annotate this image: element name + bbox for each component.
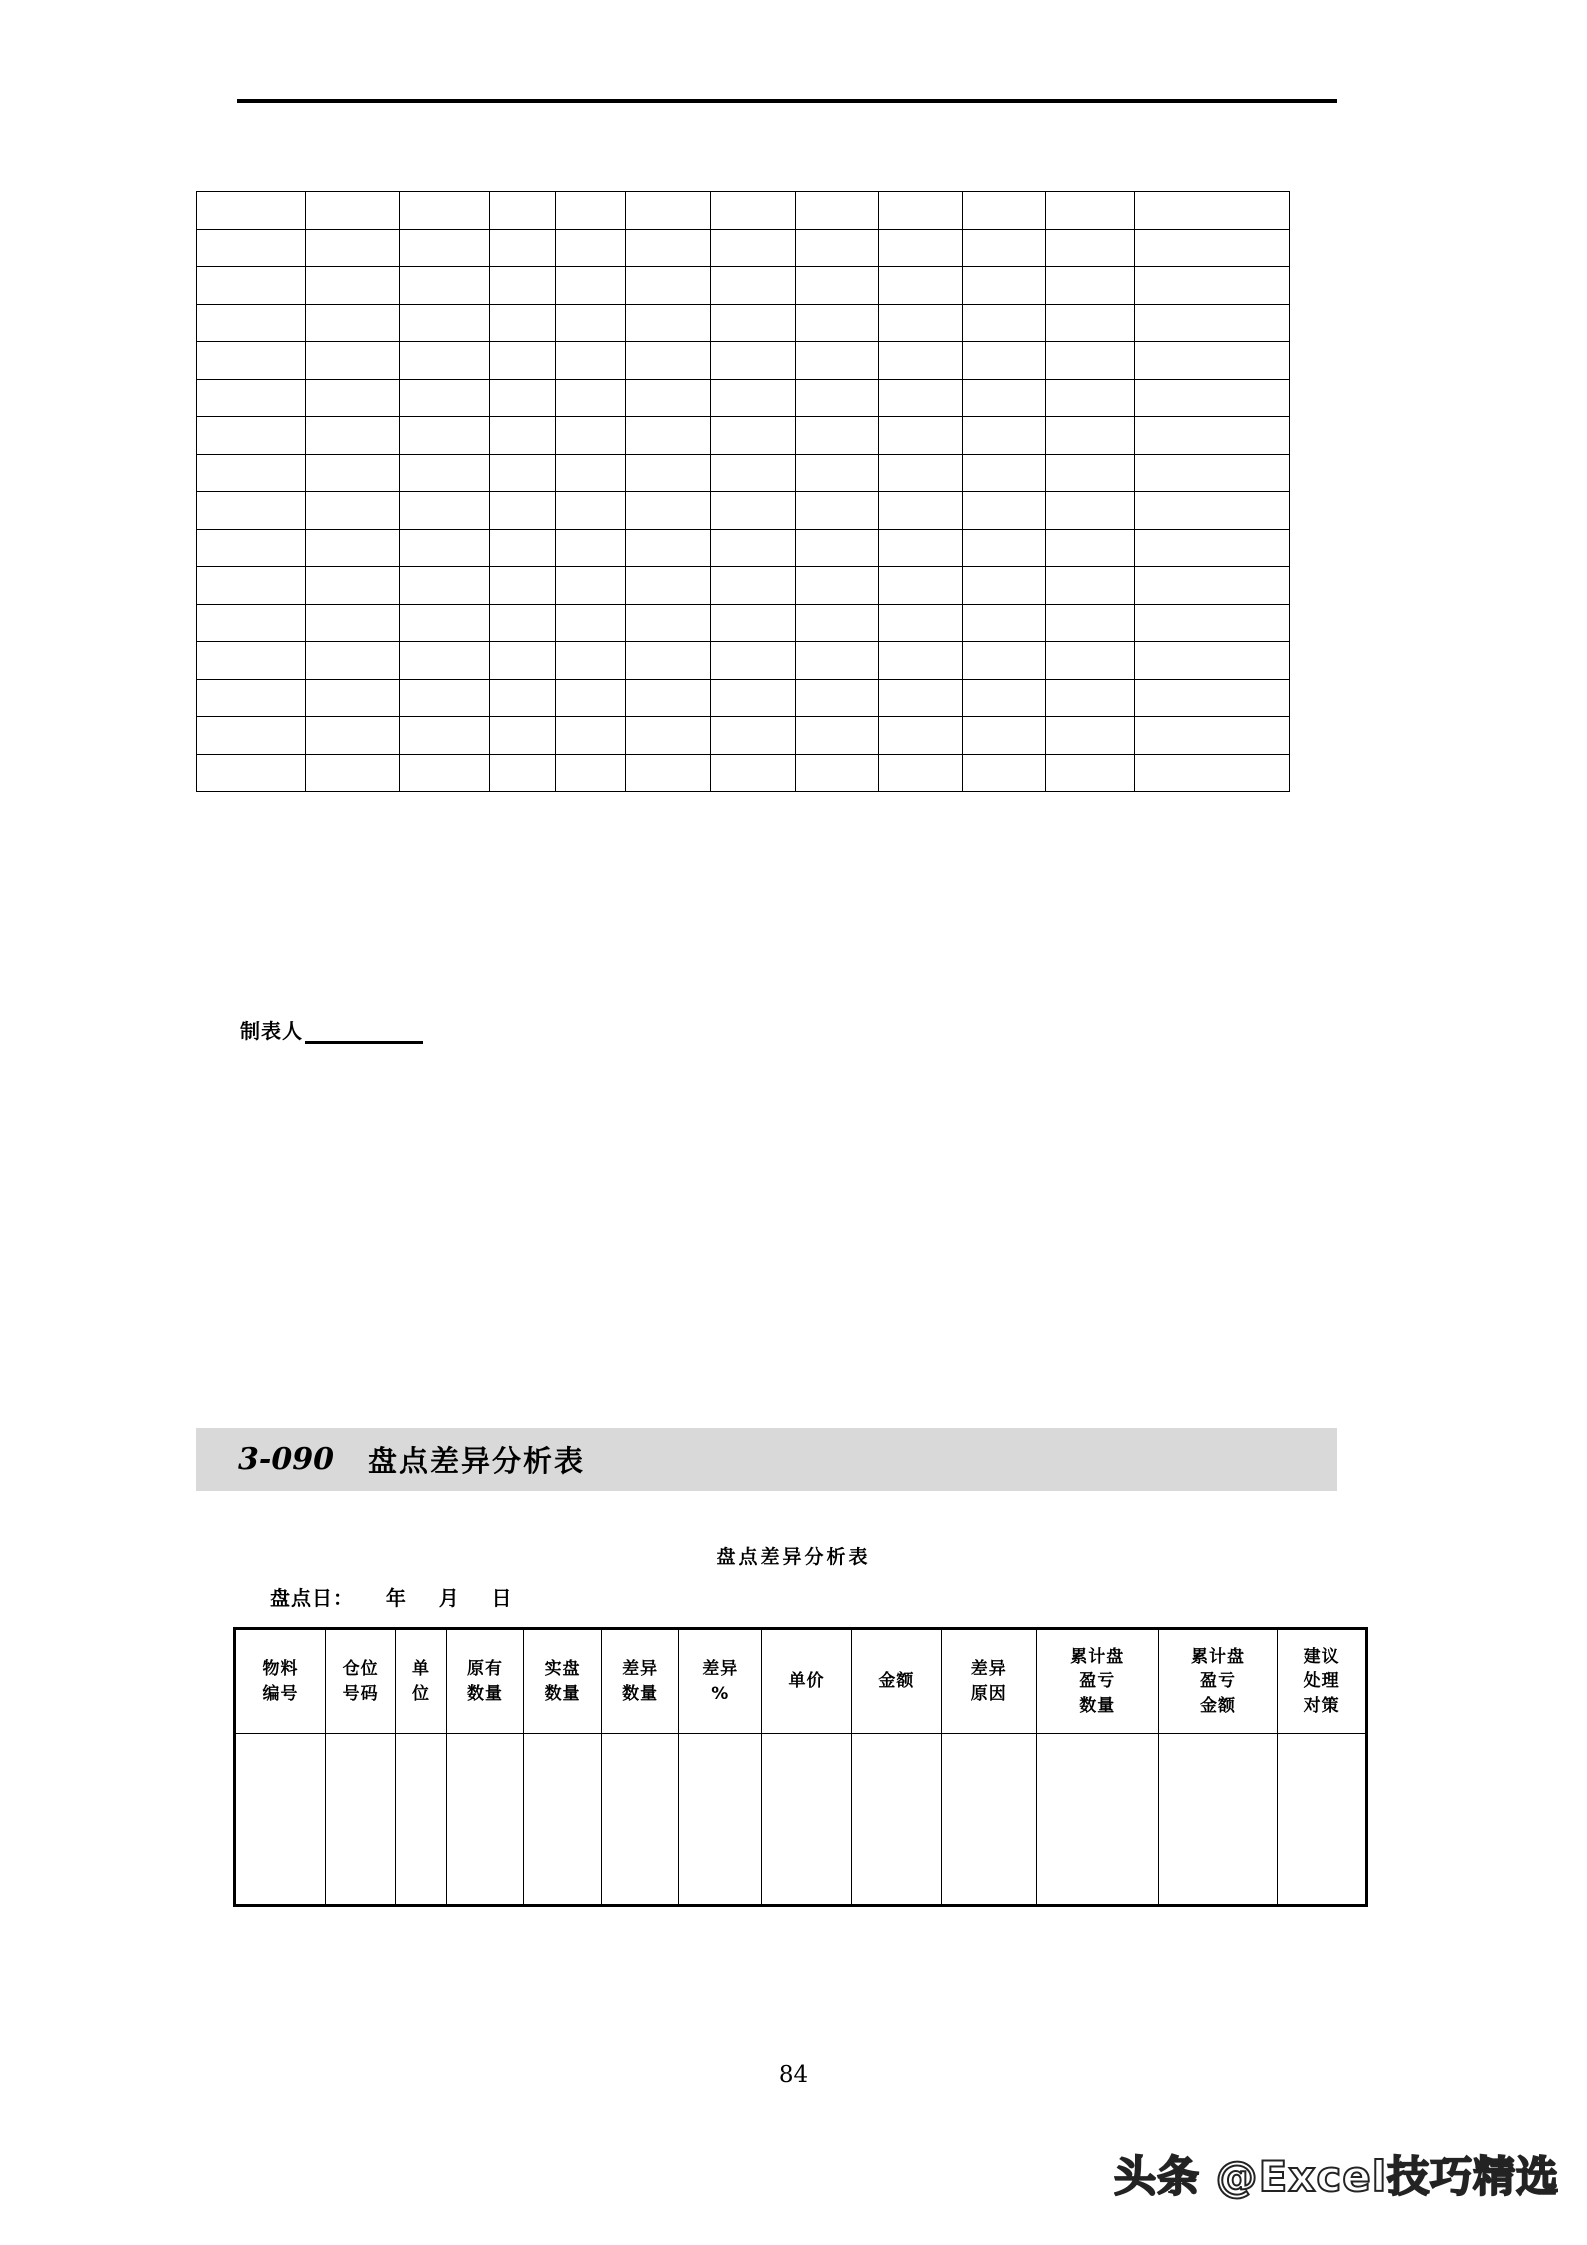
page-number: 84: [778, 2062, 809, 2088]
grid-cell[interactable]: [400, 454, 490, 492]
grid-cell[interactable]: [711, 454, 796, 492]
column-header-line: 建议: [1303, 1646, 1340, 1667]
grid-cell[interactable]: [625, 642, 710, 680]
grid-cell[interactable]: [711, 529, 796, 567]
column-header-line: 单价: [788, 1671, 825, 1692]
grid-cell[interactable]: [197, 229, 306, 267]
grid-cell[interactable]: [625, 717, 710, 755]
grid-cell[interactable]: [555, 679, 625, 717]
grid-cell[interactable]: [879, 267, 962, 305]
watermark: 头条 @Excel技巧精选: [1114, 2152, 1560, 2201]
column-header-12: [1158, 1629, 1278, 1734]
column-header-line: 金额: [1200, 1695, 1237, 1716]
grid-cell[interactable]: [1135, 304, 1290, 342]
grid-cell[interactable]: [625, 379, 710, 417]
grid-cell[interactable]: [555, 604, 625, 642]
grid-cell[interactable]: [1135, 417, 1290, 455]
column-header-3: [396, 1629, 446, 1734]
section-title: 盘点差异分析表: [367, 1444, 585, 1478]
column-header-6: [601, 1629, 679, 1734]
grid-cell[interactable]: [1135, 567, 1290, 605]
grid-cell[interactable]: [962, 642, 1045, 680]
grid-cell[interactable]: [1045, 604, 1135, 642]
table-row: [197, 192, 1290, 230]
column-header-line: 实盘: [544, 1658, 581, 1679]
grid-cell[interactable]: [711, 642, 796, 680]
grid-cell[interactable]: [555, 492, 625, 530]
column-header-4: [446, 1629, 524, 1734]
grid-cell[interactable]: [400, 567, 490, 605]
column-header-line: 金额: [878, 1671, 915, 1692]
grid-cell[interactable]: [400, 604, 490, 642]
grid-cell[interactable]: [962, 454, 1045, 492]
grid-cell[interactable]: [489, 229, 555, 267]
form-cell[interactable]: [1158, 1734, 1278, 1906]
grid-cell[interactable]: [796, 267, 879, 305]
grid-cell[interactable]: [711, 717, 796, 755]
grid-cell[interactable]: [1135, 717, 1290, 755]
grid-cell[interactable]: [625, 417, 710, 455]
grid-cell[interactable]: [306, 229, 400, 267]
grid-cell[interactable]: [796, 754, 879, 792]
grid-cell[interactable]: [197, 304, 306, 342]
table-row: [197, 342, 1290, 380]
grid-cell[interactable]: [879, 492, 962, 530]
form-cell[interactable]: [761, 1734, 851, 1906]
grid-cell[interactable]: [711, 754, 796, 792]
grid-cell[interactable]: [306, 454, 400, 492]
grid-cell[interactable]: [197, 604, 306, 642]
grid-cell[interactable]: [489, 342, 555, 380]
grid-cell[interactable]: [625, 754, 710, 792]
grid-cell[interactable]: [306, 754, 400, 792]
variance-analysis-table: [233, 1627, 1368, 1907]
grid-cell[interactable]: [1045, 717, 1135, 755]
grid-cell[interactable]: [1045, 229, 1135, 267]
column-header-line: 数量: [622, 1683, 659, 1704]
form-cell[interactable]: [235, 1734, 326, 1906]
grid-cell[interactable]: [962, 529, 1045, 567]
grid-cell[interactable]: [197, 417, 306, 455]
table-row: [197, 604, 1290, 642]
grid-cell[interactable]: [1045, 304, 1135, 342]
column-header-line: 原有: [466, 1658, 503, 1679]
form-cell[interactable]: [396, 1734, 446, 1906]
grid-cell[interactable]: [711, 267, 796, 305]
column-header-line: 号码: [342, 1683, 379, 1704]
table-row: [197, 717, 1290, 755]
grid-cell[interactable]: [962, 717, 1045, 755]
grid-cell[interactable]: [400, 679, 490, 717]
grid-cell[interactable]: [796, 192, 879, 230]
grid-cell[interactable]: [555, 229, 625, 267]
grid-cell[interactable]: [796, 679, 879, 717]
column-header-7: [679, 1629, 762, 1734]
column-header-2: [326, 1629, 396, 1734]
grid-cell[interactable]: [555, 379, 625, 417]
table-row: [197, 417, 1290, 455]
grid-cell[interactable]: [711, 379, 796, 417]
grid-cell[interactable]: [879, 229, 962, 267]
form-cell[interactable]: [601, 1734, 679, 1906]
grid-cell[interactable]: [1045, 454, 1135, 492]
grid-cell[interactable]: [400, 304, 490, 342]
column-header-line: 累计盘: [1191, 1646, 1246, 1667]
grid-cell[interactable]: [400, 417, 490, 455]
grid-cell[interactable]: [489, 492, 555, 530]
column-header-8: [761, 1629, 851, 1734]
grid-cell[interactable]: [555, 567, 625, 605]
grid-cell[interactable]: [1045, 567, 1135, 605]
grid-cell[interactable]: [197, 454, 306, 492]
grid-cell[interactable]: [879, 529, 962, 567]
grid-cell[interactable]: [306, 679, 400, 717]
grid-cell[interactable]: [400, 717, 490, 755]
grid-cell[interactable]: [962, 342, 1045, 380]
grid-cell[interactable]: [400, 192, 490, 230]
column-header-1: [235, 1629, 326, 1734]
maker-label: 制表人: [240, 1019, 303, 1043]
grid-cell[interactable]: [306, 342, 400, 380]
maker-blank-field[interactable]: [305, 1024, 423, 1044]
table-row: [197, 492, 1290, 530]
grid-cell[interactable]: [879, 642, 962, 680]
grid-cell[interactable]: [400, 529, 490, 567]
grid-cell[interactable]: [796, 417, 879, 455]
grid-cell[interactable]: [711, 304, 796, 342]
form-cell[interactable]: [524, 1734, 602, 1906]
grid-cell[interactable]: [1045, 192, 1135, 230]
grid-cell[interactable]: [197, 679, 306, 717]
grid-cell[interactable]: [197, 717, 306, 755]
column-header-10: [941, 1629, 1036, 1734]
grid-cell[interactable]: [625, 679, 710, 717]
grid-cell[interactable]: [400, 642, 490, 680]
grid-cell[interactable]: [489, 304, 555, 342]
grid-cell[interactable]: [1045, 642, 1135, 680]
grid-cell[interactable]: [796, 529, 879, 567]
column-header-line: 仓位: [342, 1658, 379, 1679]
table-row: [197, 454, 1290, 492]
grid-cell[interactable]: [1135, 454, 1290, 492]
grid-cell[interactable]: [197, 529, 306, 567]
column-header-line: 处理: [1303, 1671, 1340, 1692]
grid-cell[interactable]: [306, 642, 400, 680]
grid-cell[interactable]: [625, 342, 710, 380]
grid-cell[interactable]: [962, 492, 1045, 530]
table-row: [197, 267, 1290, 305]
grid-cell[interactable]: [197, 342, 306, 380]
grid-cell[interactable]: [1135, 679, 1290, 717]
grid-cell[interactable]: [197, 492, 306, 530]
column-header-line: 差异: [702, 1658, 739, 1679]
grid-cell[interactable]: [489, 567, 555, 605]
variance-table-body: [235, 1734, 1367, 1906]
grid-cell[interactable]: [879, 417, 962, 455]
column-header-line: %: [711, 1683, 730, 1704]
section-banner: [196, 1428, 1337, 1491]
table-row: [197, 567, 1290, 605]
grid-cell[interactable]: [962, 192, 1045, 230]
grid-cell[interactable]: [489, 454, 555, 492]
grid-cell[interactable]: [879, 717, 962, 755]
grid-cell[interactable]: [711, 492, 796, 530]
grid-cell[interactable]: [1135, 342, 1290, 380]
grid-cell[interactable]: [879, 304, 962, 342]
grid-cell[interactable]: [306, 529, 400, 567]
grid-cell[interactable]: [489, 529, 555, 567]
grid-cell[interactable]: [400, 342, 490, 380]
grid-cell[interactable]: [1045, 529, 1135, 567]
form-subtitle: 盘点差异分析表: [716, 1546, 871, 1568]
column-header-line: 盈亏: [1200, 1671, 1237, 1692]
grid-cell[interactable]: [796, 604, 879, 642]
form-cell[interactable]: [941, 1734, 1036, 1906]
grid-cell[interactable]: [489, 379, 555, 417]
blank-grid-table: [196, 191, 1290, 792]
grid-cell[interactable]: [489, 679, 555, 717]
grid-cell[interactable]: [306, 567, 400, 605]
grid-cell[interactable]: [555, 754, 625, 792]
column-header-line: 原因: [970, 1683, 1007, 1704]
grid-cell[interactable]: [489, 267, 555, 305]
grid-cell[interactable]: [1045, 492, 1135, 530]
grid-cell[interactable]: [555, 717, 625, 755]
grid-cell[interactable]: [796, 717, 879, 755]
grid-cell[interactable]: [306, 192, 400, 230]
grid-cell[interactable]: [796, 304, 879, 342]
grid-cell[interactable]: [555, 642, 625, 680]
grid-cell[interactable]: [1045, 754, 1135, 792]
grid-cell[interactable]: [796, 492, 879, 530]
grid-cell[interactable]: [962, 304, 1045, 342]
grid-cell[interactable]: [1135, 604, 1290, 642]
grid-cell[interactable]: [625, 604, 710, 642]
grid-cell[interactable]: [711, 342, 796, 380]
grid-cell[interactable]: [1135, 529, 1290, 567]
grid-cell[interactable]: [962, 754, 1045, 792]
form-cell[interactable]: [851, 1734, 941, 1906]
grid-cell[interactable]: [962, 379, 1045, 417]
grid-cell[interactable]: [711, 229, 796, 267]
grid-cell[interactable]: [625, 529, 710, 567]
grid-cell[interactable]: [555, 267, 625, 305]
grid-cell[interactable]: [1045, 379, 1135, 417]
form-cell[interactable]: [679, 1734, 762, 1906]
grid-cell[interactable]: [1135, 642, 1290, 680]
grid-cell[interactable]: [1135, 267, 1290, 305]
grid-cell[interactable]: [1045, 342, 1135, 380]
grid-cell[interactable]: [489, 717, 555, 755]
column-header-line: 数量: [466, 1683, 503, 1704]
column-header-line: 位: [411, 1683, 430, 1704]
table-row: [197, 529, 1290, 567]
grid-cell[interactable]: [306, 304, 400, 342]
grid-cell[interactable]: [962, 229, 1045, 267]
grid-cell[interactable]: [711, 417, 796, 455]
grid-cell[interactable]: [879, 567, 962, 605]
grid-cell[interactable]: [1045, 417, 1135, 455]
column-header-line: 单: [411, 1658, 430, 1679]
grid-cell[interactable]: [555, 454, 625, 492]
table-row: [197, 379, 1290, 417]
grid-cell[interactable]: [796, 642, 879, 680]
variance-table-head: [235, 1629, 1367, 1734]
grid-cell[interactable]: [306, 604, 400, 642]
column-header-line: 数量: [1079, 1695, 1116, 1716]
grid-cell[interactable]: [197, 267, 306, 305]
table-row: [197, 754, 1290, 792]
header-rule: [237, 99, 1337, 103]
grid-cell[interactable]: [796, 229, 879, 267]
grid-cell[interactable]: [962, 417, 1045, 455]
grid-cell[interactable]: [555, 192, 625, 230]
grid-cell[interactable]: [1045, 267, 1135, 305]
grid-cell[interactable]: [197, 754, 306, 792]
grid-cell[interactable]: [879, 604, 962, 642]
form-cell[interactable]: [1036, 1734, 1158, 1906]
blank-grid-body: [197, 192, 1290, 792]
grid-cell[interactable]: [962, 679, 1045, 717]
grid-cell[interactable]: [306, 267, 400, 305]
grid-cell[interactable]: [879, 454, 962, 492]
grid-cell[interactable]: [1135, 754, 1290, 792]
grid-cell[interactable]: [796, 567, 879, 605]
grid-cell[interactable]: [489, 642, 555, 680]
column-header-line: 盈亏: [1079, 1671, 1116, 1692]
inventory-date-line: 盘点日： 年 月 日: [270, 1586, 513, 1610]
column-header-line: 累计盘: [1070, 1646, 1125, 1667]
maker-line: [240, 1015, 423, 1044]
form-cell[interactable]: [326, 1734, 396, 1906]
grid-cell[interactable]: [625, 192, 710, 230]
form-cell[interactable]: [1278, 1734, 1367, 1906]
table-row: [235, 1734, 1367, 1906]
grid-cell[interactable]: [962, 567, 1045, 605]
grid-cell[interactable]: [962, 267, 1045, 305]
column-header-line: 物料: [262, 1658, 299, 1679]
grid-cell[interactable]: [489, 754, 555, 792]
column-header-line: 数量: [544, 1683, 581, 1704]
column-header-11: [1036, 1629, 1158, 1734]
form-cell[interactable]: [446, 1734, 524, 1906]
grid-cell[interactable]: [1135, 192, 1290, 230]
grid-cell[interactable]: [306, 417, 400, 455]
grid-cell[interactable]: [306, 492, 400, 530]
grid-cell[interactable]: [625, 567, 710, 605]
column-header-line: 差异: [622, 1658, 659, 1679]
grid-cell[interactable]: [555, 304, 625, 342]
grid-cell[interactable]: [306, 717, 400, 755]
section-code: 3-090: [238, 1442, 334, 1477]
grid-cell[interactable]: [625, 454, 710, 492]
grid-cell[interactable]: [962, 604, 1045, 642]
grid-cell[interactable]: [555, 342, 625, 380]
grid-cell[interactable]: [400, 754, 490, 792]
grid-cell[interactable]: [197, 192, 306, 230]
grid-cell[interactable]: [1135, 379, 1290, 417]
grid-cell[interactable]: [711, 192, 796, 230]
grid-cell[interactable]: [796, 342, 879, 380]
grid-cell[interactable]: [625, 229, 710, 267]
grid-cell[interactable]: [306, 379, 400, 417]
grid-cell[interactable]: [489, 417, 555, 455]
grid-cell[interactable]: [711, 567, 796, 605]
grid-cell[interactable]: [711, 679, 796, 717]
column-header-5: [524, 1629, 602, 1734]
column-header-13: [1278, 1629, 1367, 1734]
grid-cell[interactable]: [625, 304, 710, 342]
grid-cell[interactable]: [555, 529, 625, 567]
grid-cell[interactable]: [400, 229, 490, 267]
grid-cell[interactable]: [879, 192, 962, 230]
table-header-row: [235, 1629, 1367, 1734]
grid-cell[interactable]: [879, 679, 962, 717]
column-header-line: 编号: [262, 1683, 299, 1704]
grid-cell[interactable]: [197, 567, 306, 605]
grid-cell[interactable]: [400, 379, 490, 417]
grid-cell[interactable]: [197, 379, 306, 417]
grid-cell[interactable]: [1045, 679, 1135, 717]
column-header-9: [851, 1629, 941, 1734]
grid-cell[interactable]: [711, 604, 796, 642]
grid-cell[interactable]: [625, 492, 710, 530]
grid-cell[interactable]: [400, 267, 490, 305]
table-row: [197, 642, 1290, 680]
table-row: [197, 304, 1290, 342]
grid-cell[interactable]: [1135, 492, 1290, 530]
grid-cell[interactable]: [879, 379, 962, 417]
grid-cell[interactable]: [625, 267, 710, 305]
grid-cell[interactable]: [197, 642, 306, 680]
grid-cell[interactable]: [1135, 229, 1290, 267]
column-header-line: 对策: [1303, 1695, 1340, 1716]
grid-cell[interactable]: [796, 379, 879, 417]
grid-cell[interactable]: [879, 342, 962, 380]
table-row: [197, 679, 1290, 717]
grid-cell[interactable]: [879, 754, 962, 792]
grid-cell[interactable]: [400, 492, 490, 530]
grid-cell[interactable]: [489, 192, 555, 230]
grid-cell[interactable]: [796, 454, 879, 492]
grid-cell[interactable]: [489, 604, 555, 642]
table-row: [197, 229, 1290, 267]
column-header-line: 差异: [970, 1658, 1007, 1679]
grid-cell[interactable]: [555, 417, 625, 455]
